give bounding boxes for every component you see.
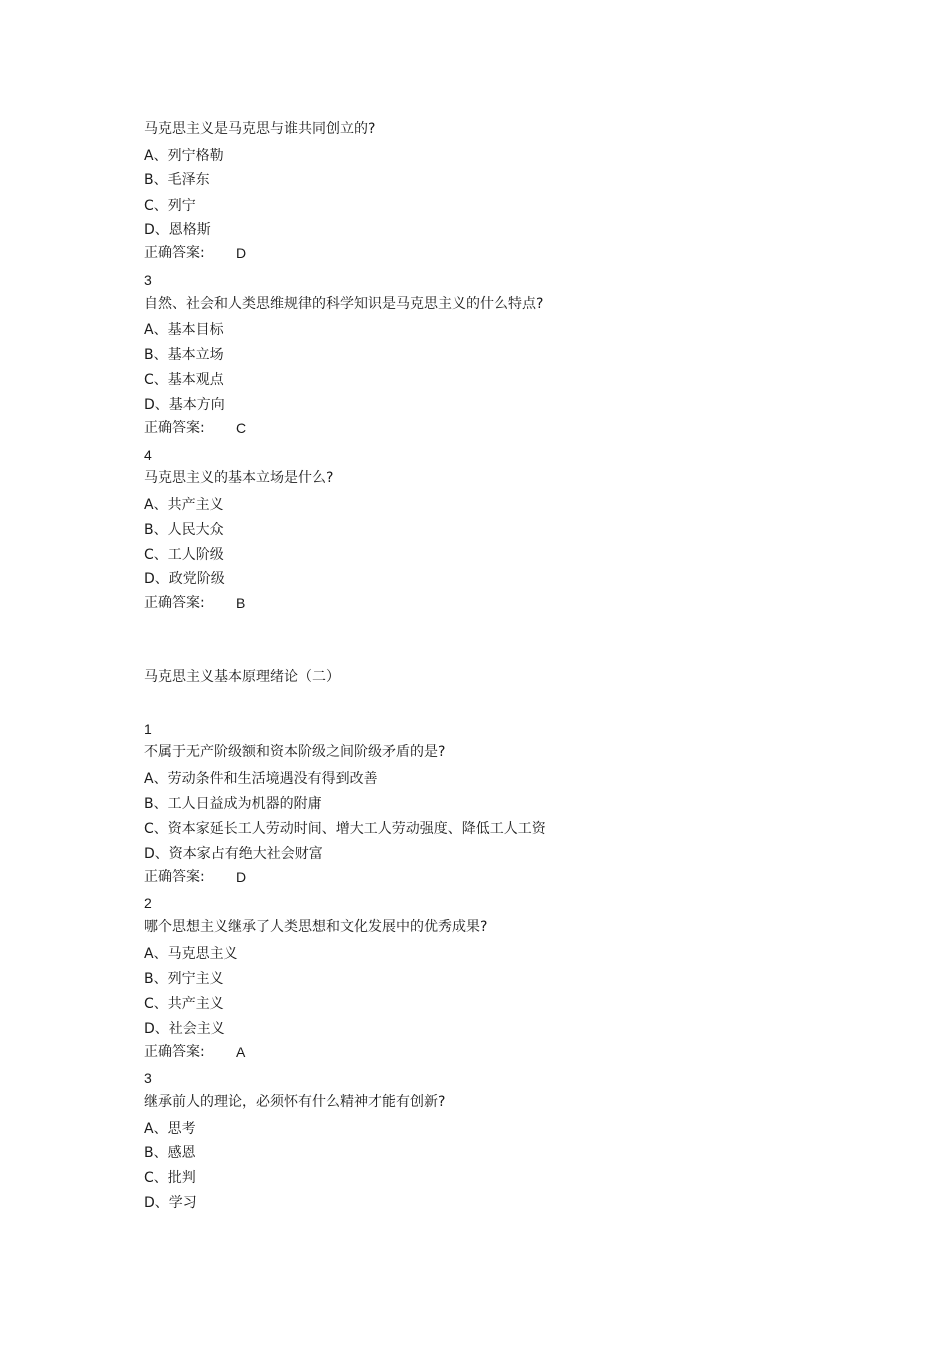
option-a: A、基本目标 bbox=[144, 322, 224, 338]
option-a: A、思考 bbox=[144, 1121, 196, 1137]
question-number: 2 bbox=[144, 895, 152, 911]
option-d: D、基本方向 bbox=[144, 397, 225, 413]
option-c: C、资本家延长工人劳动时间、增大工人劳动强度、降低工人工资 bbox=[144, 821, 546, 837]
option-c: C、共产主义 bbox=[144, 996, 224, 1012]
answer-label: 正确答案: bbox=[144, 420, 205, 436]
option-b: B、工人日益成为机器的附庸 bbox=[144, 796, 322, 812]
option-b: B、基本立场 bbox=[144, 347, 224, 363]
option-b: B、毛泽东 bbox=[144, 172, 210, 188]
answer-value: A bbox=[236, 1044, 246, 1060]
option-c: C、工人阶级 bbox=[144, 547, 224, 563]
question-text: 马克思主义是马克思与谁共同创立的? bbox=[144, 121, 376, 137]
question-number: 4 bbox=[144, 447, 152, 463]
option-c: C、基本观点 bbox=[144, 372, 224, 388]
option-d: D、恩格斯 bbox=[144, 222, 211, 238]
question-number: 3 bbox=[144, 1070, 152, 1086]
option-b: B、列宁主义 bbox=[144, 971, 224, 987]
option-b: B、感恩 bbox=[144, 1145, 196, 1161]
answer-label: 正确答案: bbox=[144, 869, 205, 885]
answer-value: C bbox=[236, 420, 247, 436]
answer-label: 正确答案: bbox=[144, 245, 205, 261]
question-text: 不属于无产阶级额和资本阶级之间阶级矛盾的是? bbox=[144, 744, 446, 760]
option-d: D、政党阶级 bbox=[144, 571, 225, 587]
answer-value: D bbox=[236, 245, 247, 261]
section-title: 马克思主义基本原理绪论（二） bbox=[144, 669, 340, 685]
question-text: 哪个思想主义继承了人类思想和文化发展中的优秀成果? bbox=[144, 919, 488, 935]
option-c: C、批判 bbox=[144, 1170, 196, 1186]
answer-label: 正确答案: bbox=[144, 1044, 205, 1060]
option-a: A、劳动条件和生活境遇没有得到改善 bbox=[144, 771, 378, 787]
option-a: A、共产主义 bbox=[144, 497, 224, 513]
question-text: 继承前人的理论，必须怀有什么精神才能有创新? bbox=[144, 1094, 446, 1110]
question-number: 3 bbox=[144, 272, 152, 288]
option-c: C、列宁 bbox=[144, 198, 196, 214]
option-a: A、列宁格勒 bbox=[144, 148, 224, 164]
option-a: A、马克思主义 bbox=[144, 946, 238, 962]
question-number: 1 bbox=[144, 721, 152, 737]
option-d: D、社会主义 bbox=[144, 1021, 225, 1037]
question-text: 马克思主义的基本立场是什么? bbox=[144, 470, 334, 486]
answer-value: B bbox=[236, 595, 246, 611]
option-b: B、人民大众 bbox=[144, 522, 224, 538]
option-d: D、学习 bbox=[144, 1195, 197, 1211]
answer-value: D bbox=[236, 869, 247, 885]
question-text: 自然、社会和人类思维规律的科学知识是马克思主义的什么特点? bbox=[144, 296, 544, 312]
option-d: D、资本家占有绝大社会财富 bbox=[144, 846, 323, 862]
answer-label: 正确答案: bbox=[144, 595, 205, 611]
